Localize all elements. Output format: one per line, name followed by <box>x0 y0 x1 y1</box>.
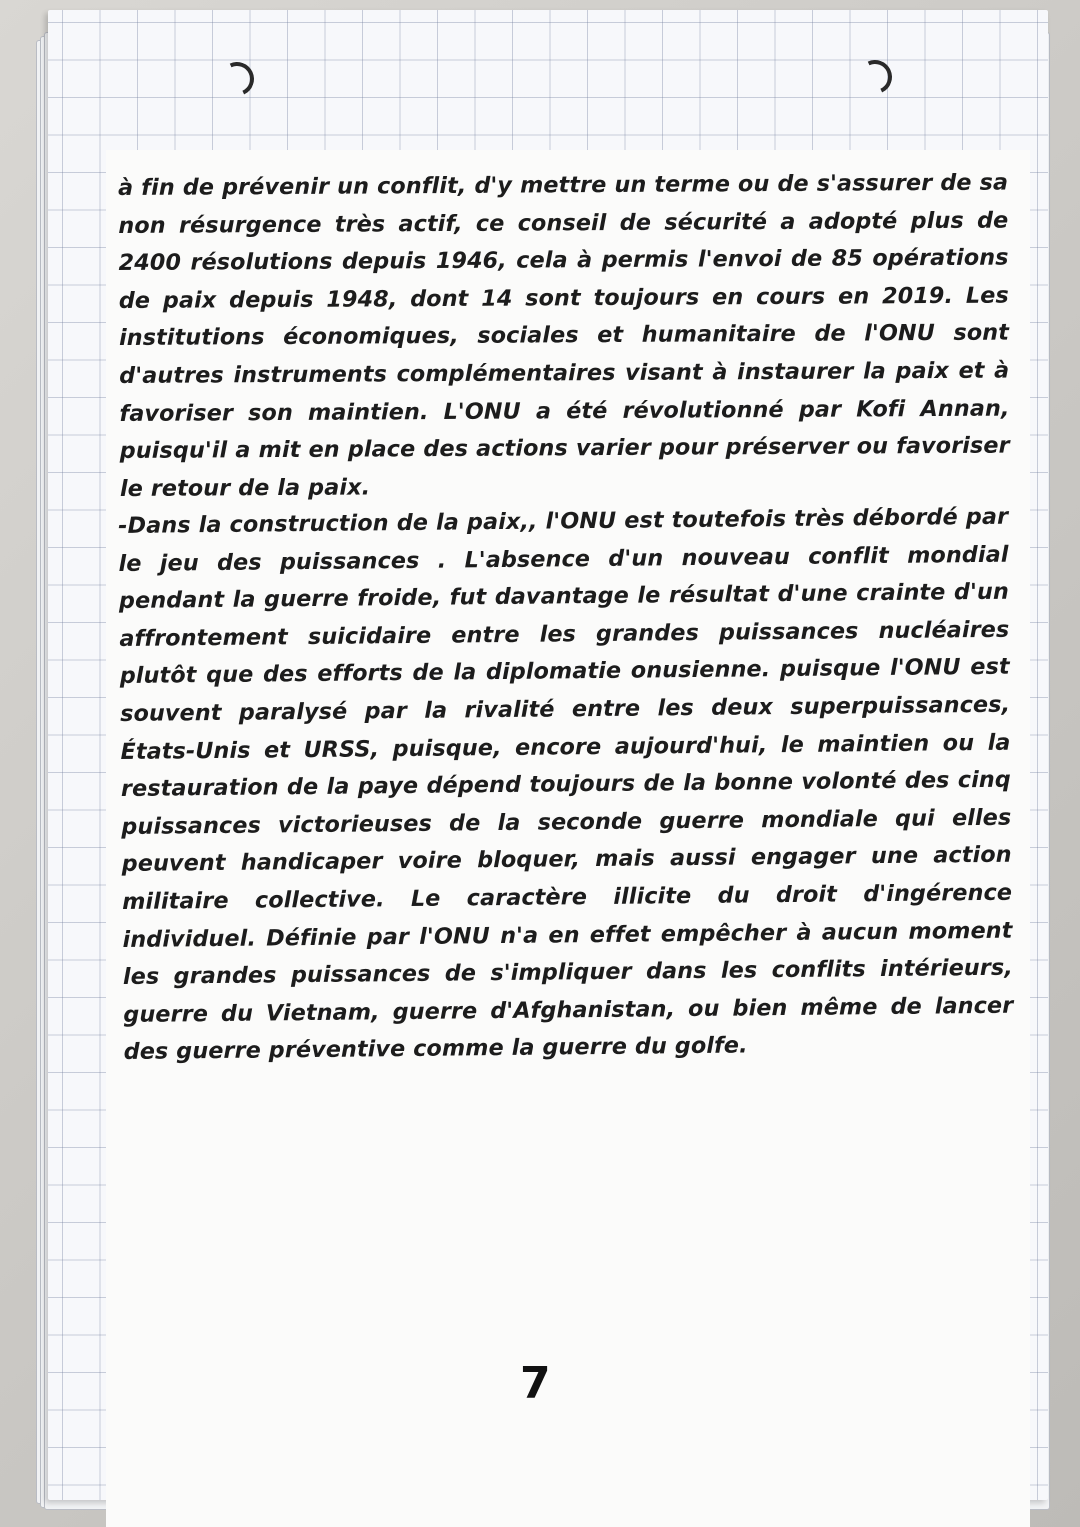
ring-hole-icon <box>215 57 259 101</box>
page-number: 7 <box>520 1358 551 1409</box>
paragraph-onu-security-council: à fin de prévenir un conflit, d'y mettre un terme ou de s'assurer de sa non résurgence très actif, ce conseil de sécurité a adopté plus de 2400 résolutions depuis 1946, cela à permis l'envoi de 85 opérations de paix depuis 1948, dont 14 sont toujours en cours en 2019. Les institutions économiques, sociales et humanitaire de l'ONU sont d'autres instruments complémentaires visant à instaurer la paix et à favoriser son maintien. L'ONU a été révolutionné par Kofi Annan, puisqu'il a mit en place des actions varier pour préserver ou favoriser le retour de la paix. <box>118 169 1010 502</box>
paragraph-peace-construction: -Dans la construction de la paix,, l'ONU est toutefois très débordé par le jeu des puissances . L'absence d'un nouveau conflit mondial pendant la guerre froide, fut davantage le résultat d'une crainte d'un affrontement suicidaire entre les grandes puissances nucléaires plutôt que des efforts de la diplomatie onusienne. puisque l'ONU est souvent paralysé par la rivalité entre les deux superpuissances, États-Unis et URSS, puisque, encore aujourd'hui, le maintien ou la restauration de la paye dépend toujours de la bonne volonté des cinq puissances victorieuses de la seconde guerre mondiale qui elles peuvent handicaper voire bloquer, mais aussi engager une action militaire collective. Le caractère illicite du droit d'ingérence individuel. Définie par l'ONU n'a en effet empêcher à aucun moment les grandes puissances de s'impliquer dans les conflits intérieurs, guerre du Vietnam, guerre d'Afghanistan, ou bien même de lancer des guerre préventive comme la guerre du golfe. <box>118 503 1014 1066</box>
ring-hole-icon <box>853 55 897 99</box>
